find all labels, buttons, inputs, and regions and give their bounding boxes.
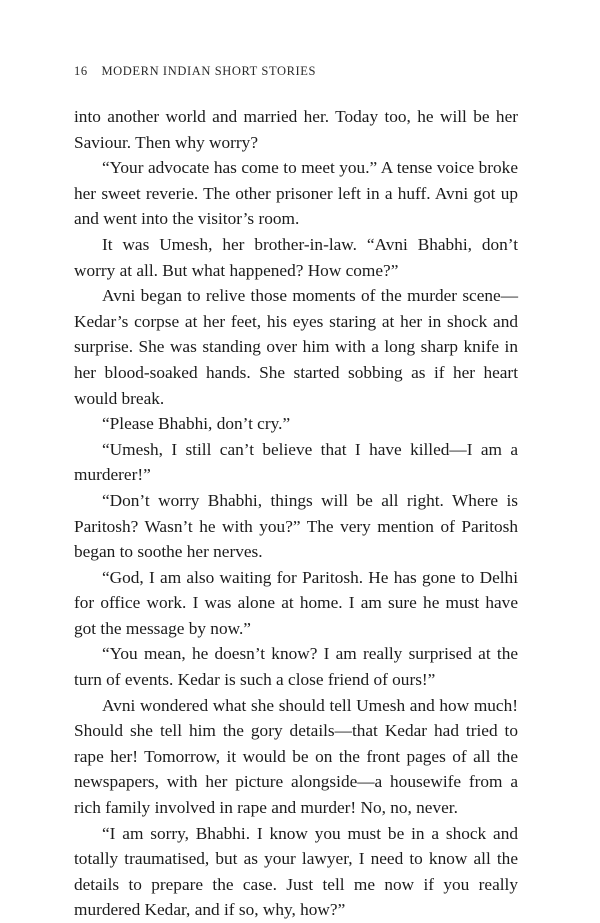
paragraph: It was Umesh, her brother-in-law. “Avni Bhabhi, don’t worry at all. But what happened? How come?” <box>74 234 518 280</box>
paragraph: “Please Bhabhi, don’t cry.” <box>102 414 291 434</box>
paragraph: Avni wondered what she should tell Umesh and how much! Should she tell him the gory details—that Kedar had tried to rape her! Tomorrow, it would be on the front pages of all the newspapers, with her picture alongside—a housewife from a rich family involved in rape and murder! No, no, never. <box>74 695 518 818</box>
paragraph: “You mean, he doesn’t know? I am really surprised at the turn of events. Kedar is such a close friend of ours!” <box>74 644 518 690</box>
paragraph: into another world and married her. Today too, he will be her Saviour. Then why worry? <box>74 107 518 152</box>
paragraph: “Umesh, I still can’t believe that I have killed—I am a murderer!” <box>74 439 518 485</box>
paragraph: Avni began to relive those moments of the murder scene—Kedar’s corpse at her feet, his eyes staring at her in shock and surprise. She was standing over him with a long sharp knife in her blood-soaked hands. She started sobbing as if her heart would break. <box>74 286 518 408</box>
running-header <box>74 64 316 79</box>
running-title: MODERN INDIAN SHORT STORIES <box>101 64 317 78</box>
paragraph: “God, I am also waiting for Paritosh. He has gone to Delhi for office work. I was alone at home. I am sure he must have got the message by now.” <box>74 567 518 638</box>
paragraph: “I am sorry, Bhabhi. I know you must be in a shock and totally traumatised, but as your lawyer, I need to know all the details to prepare the case. Just tell me now if you really murdered Kedar, and if so, why, how?” <box>74 823 518 920</box>
story-body <box>74 104 518 923</box>
paragraph: “Your advocate has come to meet you.” A tense voice broke her sweet reverie. The other prisoner left in a huff. Avni got up and went into the visitor’s room. <box>74 158 518 229</box>
paragraph: “Don’t worry Bhabhi, things will be all right. Where is Paritosh? Wasn’t he with you?” The very mention of Paritosh began to soothe her nerves. <box>74 490 518 562</box>
page-number: 16 <box>74 64 88 78</box>
